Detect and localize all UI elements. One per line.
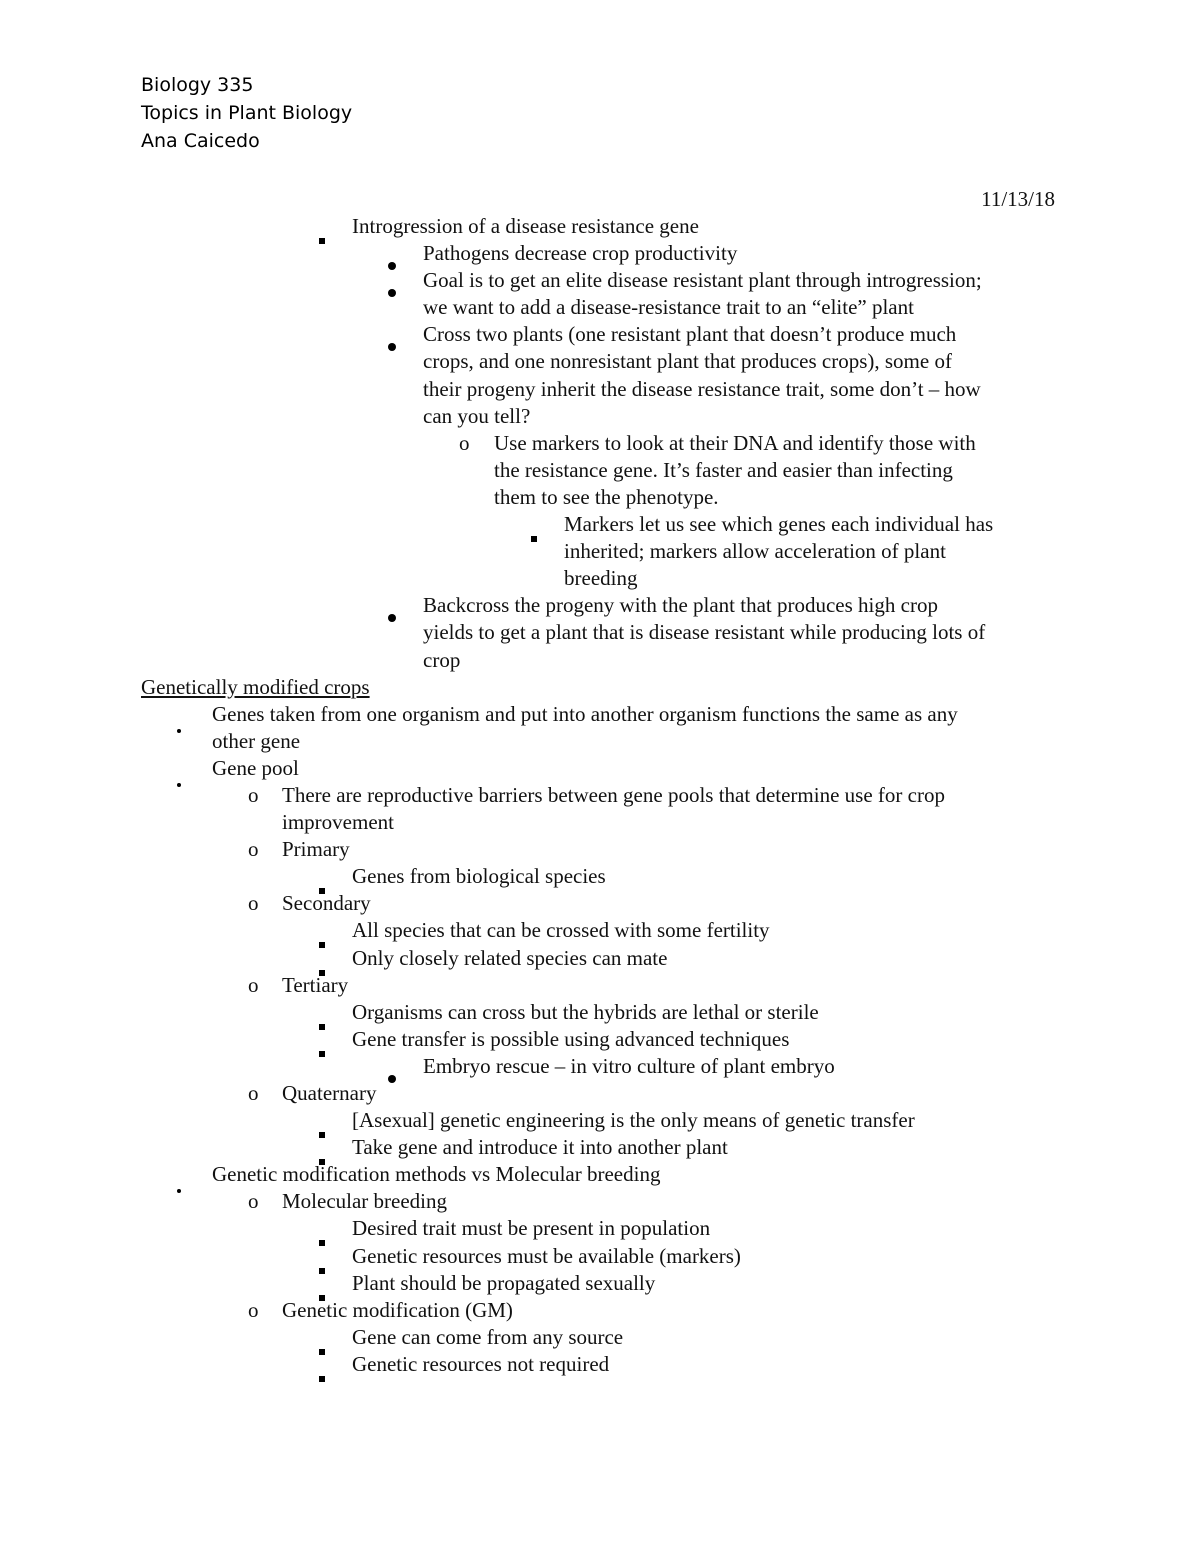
list-item <box>0 1107 1200 1134</box>
o-bullet-icon: o <box>248 837 259 862</box>
o-bullet-icon: o <box>248 782 259 807</box>
list-text: them to see the phenotype. <box>494 484 719 509</box>
list-item <box>0 945 1200 972</box>
list-text: Genetic resources must be available (markers) <box>352 1243 741 1268</box>
o-bullet-icon: o <box>248 1297 259 1322</box>
list-item <box>0 430 1200 511</box>
list-text: we want to add a disease-resistance trait to an “elite” plant <box>423 295 914 320</box>
list-item <box>0 1270 1200 1297</box>
list-item <box>0 1324 1200 1351</box>
list-text: Plant should be propagated sexually <box>352 1270 656 1295</box>
notes-body <box>0 213 1200 1378</box>
list-text: There are reproductive barriers between gene pools that determine use for crop <box>282 782 945 807</box>
course-title: Biology 335 <box>141 74 254 96</box>
list-item <box>0 592 1200 673</box>
list-text: Desired trait must be present in population <box>352 1216 711 1241</box>
list-item <box>0 1351 1200 1378</box>
o-bullet-icon: o <box>248 972 259 997</box>
list-text: crop <box>423 647 461 672</box>
list-text: Genetic modification methods vs Molecular breeding <box>212 1162 661 1187</box>
list-item <box>0 755 1200 782</box>
list-text: Molecular breeding <box>282 1189 448 1214</box>
list-item <box>0 782 1200 836</box>
list-text: Secondary <box>282 891 371 916</box>
list-item <box>0 1161 1200 1188</box>
list-item <box>0 267 1200 321</box>
list-text: Gene transfer is possible using advanced techniques <box>352 1026 790 1051</box>
list-text: Only closely related species can mate <box>352 945 668 970</box>
list-item <box>0 1297 1200 1324</box>
list-text: Genes taken from one organism and put into another organism functions the same as any <box>212 701 958 726</box>
list-text: Genes from biological species <box>352 864 606 889</box>
list-text: other gene <box>212 728 301 753</box>
round-bullet-icon <box>388 614 396 622</box>
o-bullet-icon: o <box>248 1189 259 1214</box>
list-text: Goal is to get an elite disease resistant plant through introgression; <box>423 268 982 293</box>
list-text: crops, and one nonresistant plant that produces crops), some of <box>423 349 952 374</box>
list-text: Use markers to look at their DNA and identify those with <box>494 430 976 455</box>
list-text: Gene can come from any source <box>352 1324 624 1349</box>
o-bullet-icon: o <box>248 1081 259 1105</box>
round-bullet-icon <box>388 289 396 297</box>
round-bullet-icon <box>388 343 396 351</box>
list-text: their progeny inherit the disease resistance trait, some don’t – how <box>423 376 981 401</box>
list-text: Backcross the progeny with the plant that produces high crop <box>423 593 938 618</box>
list-item <box>0 213 1200 240</box>
bullet-icon <box>177 729 181 733</box>
list-item <box>0 999 1200 1026</box>
list-item <box>0 1134 1200 1161</box>
list-item <box>0 972 1200 999</box>
list-item <box>0 321 1200 429</box>
list-item <box>0 836 1200 863</box>
list-text: Quaternary <box>282 1081 377 1105</box>
list-text: yields to get a plant that is disease resistant while producing lots of <box>423 620 986 645</box>
lecture-date: 11/13/18 <box>981 187 1055 211</box>
list-item <box>0 1243 1200 1270</box>
course-topic: Topics in Plant Biology <box>141 102 353 124</box>
list-text: Genetic modification (GM) <box>282 1297 513 1322</box>
list-item <box>0 701 1200 755</box>
list-text: Tertiary <box>282 972 349 997</box>
list-item <box>0 1026 1200 1053</box>
list-text: All species that can be crossed with some fertility <box>352 918 770 943</box>
o-bullet-icon: o <box>248 891 259 916</box>
list-text: improvement <box>282 810 394 835</box>
list-text: Genetic resources not required <box>352 1351 610 1376</box>
list-item <box>0 1080 1200 1107</box>
section-heading <box>0 674 1200 701</box>
gm-section-title: Genetically modified crops <box>141 674 370 699</box>
list-text: Embryo rescue – in vitro culture of plant embryo <box>423 1053 835 1078</box>
list-text: Cross two plants (one resistant plant that doesn’t produce much <box>423 322 957 347</box>
list-text: can you tell? <box>423 403 531 428</box>
list-item <box>0 890 1200 917</box>
list-item <box>0 1215 1200 1242</box>
list-text: the resistance gene. It’s faster and easier than infecting <box>494 457 953 482</box>
list-text: Take gene and introduce it into another plant <box>352 1135 728 1160</box>
square-bullet-icon <box>531 536 537 542</box>
list-item <box>0 240 1200 267</box>
list-text: [Asexual] genetic engineering is the only means of genetic transfer <box>352 1108 915 1133</box>
list-item <box>0 863 1200 890</box>
o-bullet-icon: o <box>459 430 470 455</box>
list-item <box>0 917 1200 944</box>
list-text: Pathogens decrease crop productivity <box>423 241 738 266</box>
list-item <box>0 1188 1200 1215</box>
instructor-name: Ana Caicedo <box>141 130 260 152</box>
list-text: Gene pool <box>212 755 299 780</box>
intro-title: Introgression of a disease resistance gene <box>352 214 699 238</box>
list-text: inherited; markers allow acceleration of plant <box>564 539 946 564</box>
list-text: Primary <box>282 837 350 862</box>
list-text: Organisms can cross but the hybrids are lethal or sterile <box>352 999 819 1024</box>
list-item <box>0 1053 1200 1080</box>
square-bullet-icon <box>319 1376 325 1382</box>
list-text: breeding <box>564 566 638 591</box>
list-text: Markers let us see which genes each individual has <box>564 512 994 537</box>
list-item <box>0 511 1200 592</box>
document-header <box>141 71 352 155</box>
